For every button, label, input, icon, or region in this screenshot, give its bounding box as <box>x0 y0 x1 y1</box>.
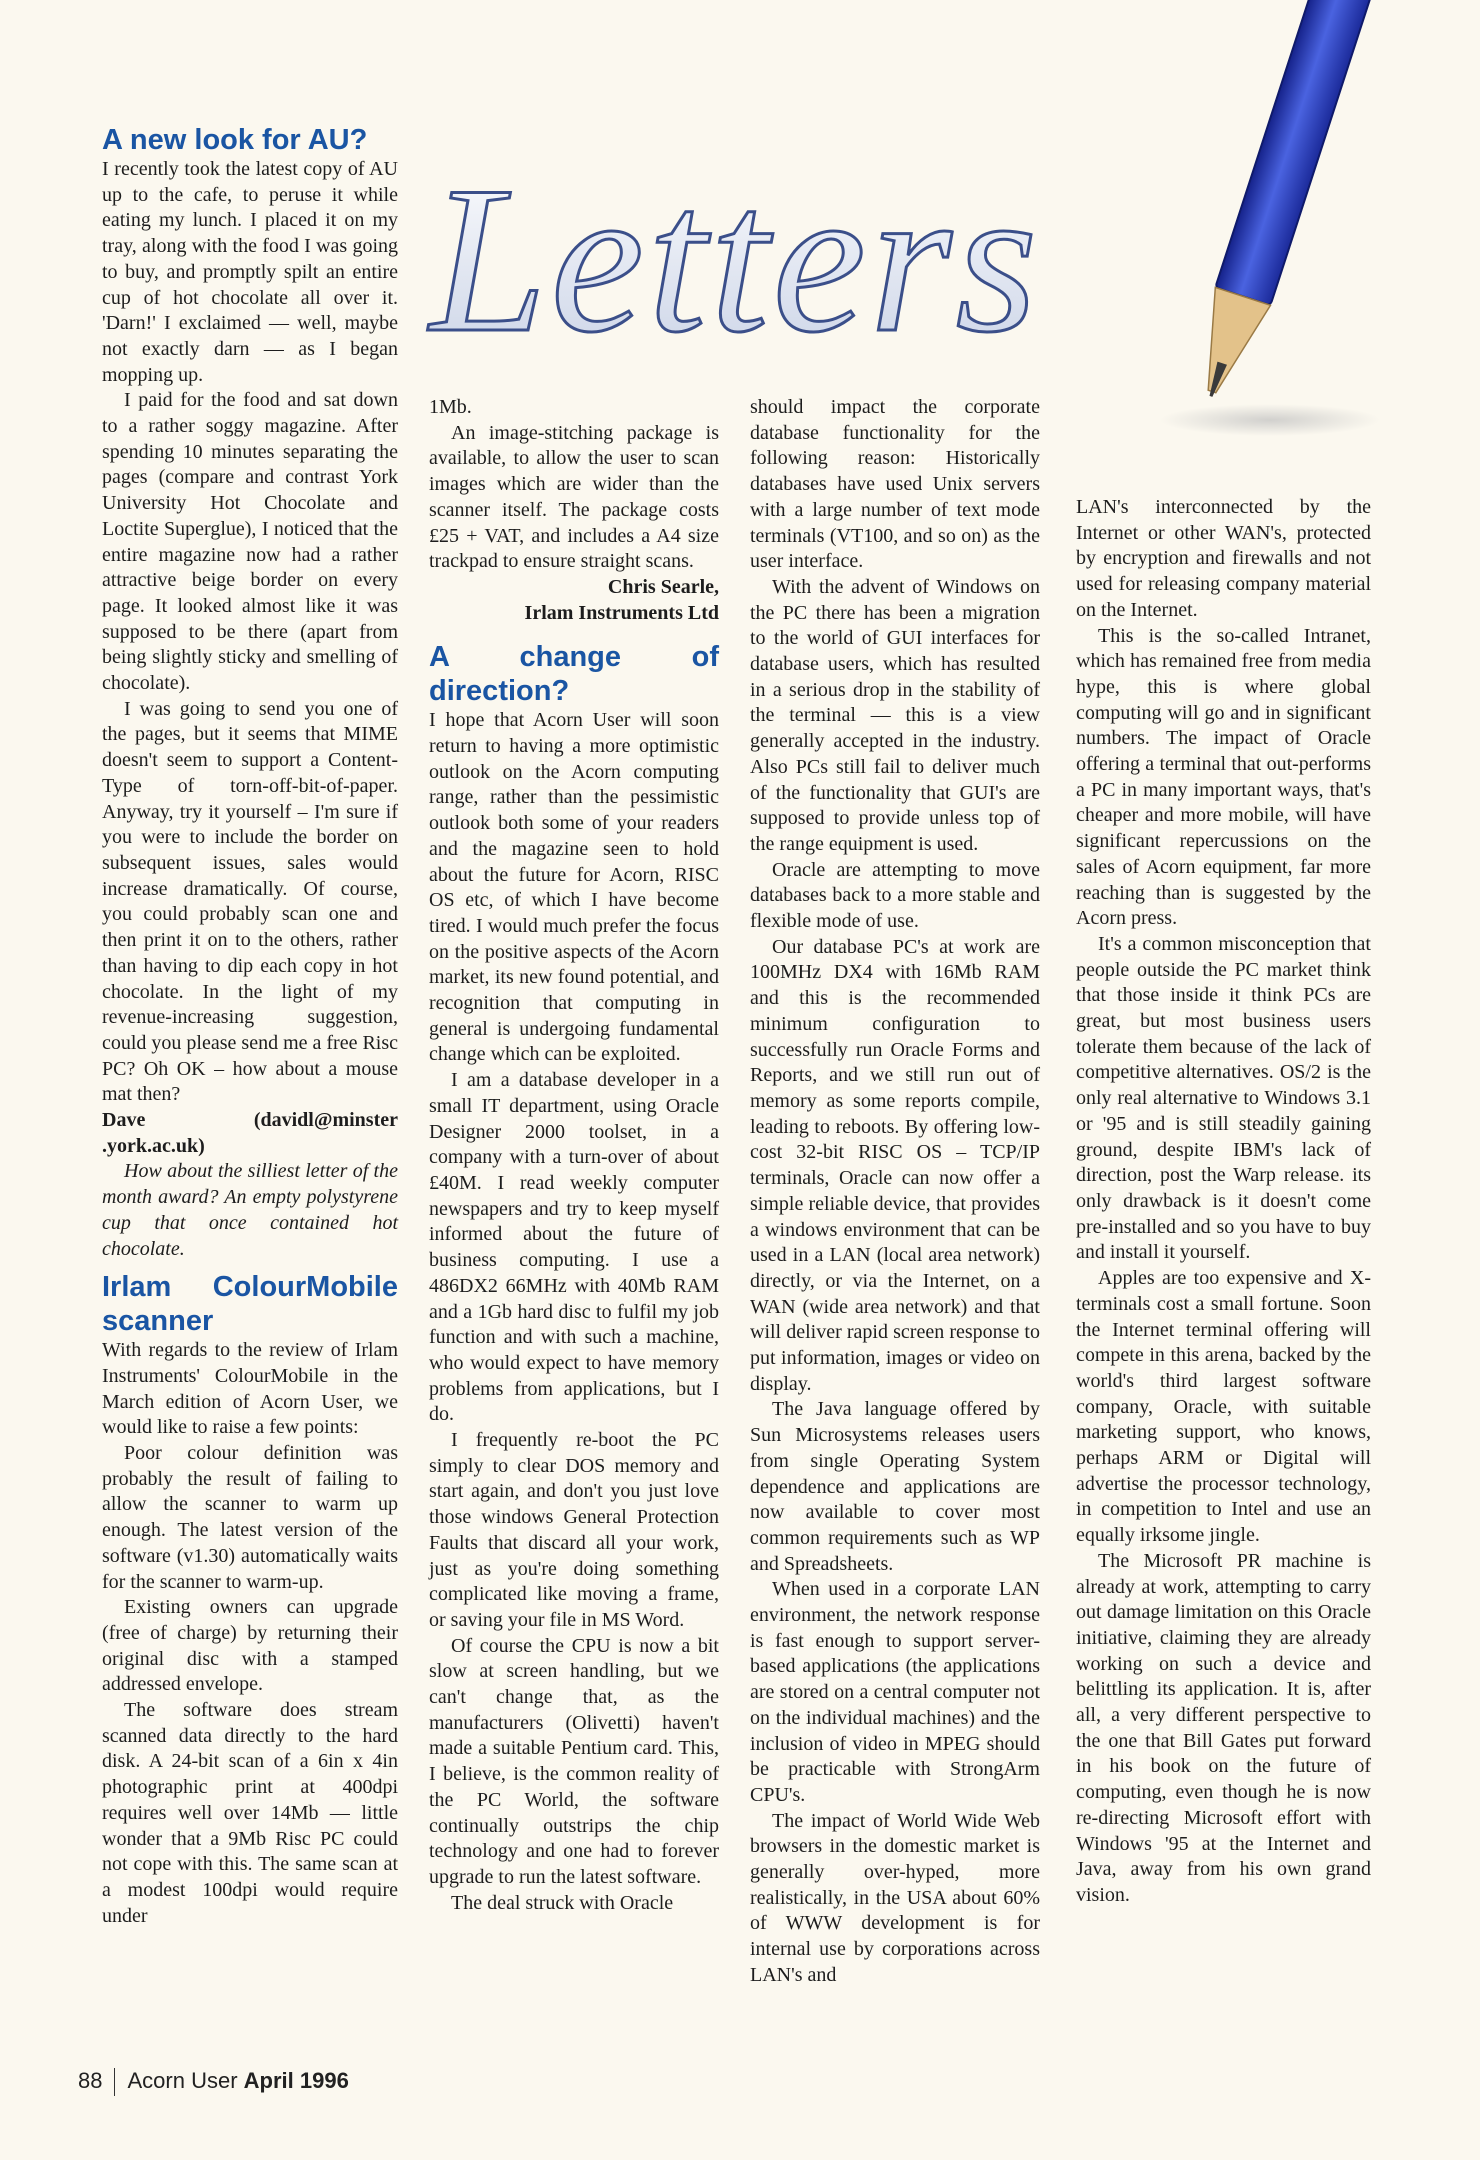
heading-new-look: A new look for AU? <box>102 124 368 156</box>
paragraph: Of course the CPU is now a bit slow at screen handling, but we can't change that, as the manufacturers (Olivetti) haven't made a suitable Pentium card. This, I believe, is the common reality of the PC World, the software continually outstrips the chip technology and one had to forever upgrade to run the latest software. <box>429 1634 719 1888</box>
page-folio <box>78 2068 349 2096</box>
paragraph: With the advent of Windows on the PC there has been a migration to the world of GUI interfaces for database users, which has resulted in a serious drop in the stability of the terminal — this is a view generally accepted in the industry. Also PCs still fail to deliver much of the functionality that GUI's are supposed to provide unless top of the range equipment is used. <box>750 575 1040 855</box>
paragraph: Poor colour definition was probably the result of failing to allow the scanner to warm up enough. The latest version of the software (v1.30) automatically waits for the scanner to warm-up. <box>102 1442 398 1593</box>
paragraph: The Microsoft PR machine is already at work, attempting to carry out damage limitation on this Oracle initiative, claiming they are already working on such a device and belittling its application. It is, after all, a very different perspective to the one that Bill Gates put forward in his book on the future of computing, even though he is now re-directing Microsoft effort with Windows '95 at the Internet and Java, away from his own grand vision. <box>1076 1549 1371 1906</box>
paragraph: 1Mb. <box>429 396 472 418</box>
letter-signature: Chris Searle, <box>607 575 719 598</box>
paragraph: An image-stitching package is available, to allow the user to scan images which are wider than the scanner itself. The package costs £25 + VAT, and includes a A4 size trackpad to ensure straight scans. <box>429 421 719 573</box>
paragraph: LAN's interconnected by the Internet or other WAN's, protected by encryption and firewalls and not used for releasing company material on the Internet. <box>1076 496 1371 621</box>
letter-signature-company: Irlam Instruments Ltd <box>524 601 719 624</box>
paragraph: Existing owners can upgrade (free of charge) by returning their original disc with a stamped addressed envelope. <box>102 1596 398 1696</box>
paragraph: When used in a corporate LAN environment, the network response is fast enough to support server-based applications (the applications are stored on a central computer not on the individual machines) and the inclusion of video in MPEG should be practicable with StrongArm CPU's. <box>750 1578 1040 1806</box>
paragraph: It's a common misconception that people outside the PC market think that those inside it think PCs are great, but most business users tolerate them because of the lack of competitive alternatives. OS/2 is the only real alternative to Windows 3.1 or '95 and is still steadily gaining ground, despite IBM's lack of direction, post the Warp release. its only drawback is it doesn't come pre-installed and so you have to buy and install it yourself. <box>1076 932 1371 1264</box>
paragraph: The impact of World Wide Web browsers in the domestic market is generally over-hyped, more realistically, in the USA about 60% of WWW development is for internal use by corporations across LAN's and <box>750 1809 1040 1986</box>
paragraph: The Java language offered by Sun Microsystems releases users from single Operating System dependence and applications are now available to cover most common requirements such as WP and Spreadsheets. <box>750 1398 1040 1575</box>
column-3 <box>750 395 1040 1989</box>
column-2 <box>429 395 719 1916</box>
paragraph: Oracle are attempting to move databases back to a more stable and flexible mode of use. <box>750 858 1040 933</box>
paragraph: With regards to the review of Irlam Instruments' ColourMobile in the March edition of Acorn User, we would like to raise a few points: <box>102 1339 398 1439</box>
column-4 <box>1076 495 1371 1909</box>
paragraph: I hope that Acorn User will soon return to having a more optimistic outlook on the Acorn computing range, rather than the pessimistic outlook both some of your readers and the magazine seen to hold about the future for Acorn, RISC OS etc, of which I have become tired. I would much prefer the focus on the positive aspects of the Acorn market, its new found potential, and recognition that computing in general is undergoing fundamental change which can be exploited. <box>429 709 719 1066</box>
column-1 <box>102 123 398 1929</box>
paragraph: Apples are too expensive and X-terminals cost a small fortune. Soon the Internet terminal offering will compete in this arena, backed by the world's third largest software company, Oracle, with suitable marketing support, who knows, perhaps ARM or Digital will advertise the processor technology, in competition to Intel and use an equally irksome jingle. <box>1076 1267 1371 1547</box>
editor-reply: How about the silliest letter of the month award? An empty polystyrene cup that once contained hot chocolate. <box>102 1160 398 1260</box>
heading-change-of-direction: A change of direction? <box>429 641 719 708</box>
paragraph: I am a database developer in a small IT department, using Oracle Designer 2000 toolset, in a company with a turn-over of about £40M. I read weekly computer newspapers and try to keep myself informed about the future of business computing. I use a 486DX2 66MHz with 40Mb RAM and a 1Gb hard disc to fulfil my job function and with such a machine, who would expect to have memory problems from applications, but I do. <box>429 1069 719 1426</box>
magazine-name: Acorn User <box>127 2068 238 2093</box>
letters-masthead <box>420 140 1080 370</box>
paragraph: I paid for the food and sat down to a rather soggy magazine. After spending 10 minutes separating the pages (compare and contrast York University Hot Chocolate and Loctite Superglue), I noticed that the entire magazine now had a rather attractive beige border on every page. It looked almost like it was supposed to be there (apart from being slightly sticky and smelling of chocolate). <box>102 389 398 695</box>
paragraph: should impact the corporate database functionality for the following reason: Historically databases have used Unix servers with a large number of text mode terminals (VT100, and so on) as the user interface. <box>750 396 1040 573</box>
folio-divider <box>114 2068 115 2096</box>
paragraph: I was going to send you one of the pages, but it seems that MIME doesn't seem to support a Content-Type of torn-off-bit-of-paper. Anyway, try it yourself – I'm sure if you were to include the border on subsequent issues, sales would increase dramatically. Of course, you could probably scan one and then print it on to the others, rather than having to dip each copy in hot chocolate. In the light of my revenue-increasing suggestion, could you please send me a free Risc PC? Oh OK – how about a mouse mat then? <box>102 697 399 1106</box>
letter-signature: Dave (davidl@minster .york.ac.uk) <box>102 1109 398 1157</box>
paragraph: The software does stream scanned data directly to the hard disk. A 24-bit scan of a 6in x 4in photographic print at 400dpi requires well over 14Mb — little wonder that a 9Mb Risc PC could not cope with this. The same scan at a modest 100dpi would require under <box>102 1699 398 1927</box>
paragraph: This is the so-called Intranet, which has remained free from media hype, this is where global computing will go and in significant numbers. The impact of Oracle offering a terminal that out-performs a PC in many important ways, that's cheaper and more mobile, will have significant repercussions on the sales of Acorn equipment, far more reaching than is suggested by the Acorn press. <box>1076 624 1371 930</box>
paragraph: I frequently re-boot the PC simply to clear DOS memory and start again, and don't you just love those windows General Protection Faults that discard all your work, just as you're doing something complicated like moving a frame, or saving your file in MS Word. <box>429 1429 719 1631</box>
masthead-title: Letters <box>430 144 1042 370</box>
paragraph: The deal struck with Oracle <box>451 1891 674 1914</box>
issue-date: April 1996 <box>243 2068 349 2093</box>
paragraph: Our database PC's at work are 100MHz DX4 with 16Mb RAM and this is the recommended minimum configuration to successfully run Oracle Forms and Reports, and we still run out of memory as some reports compile, leading to reboots. By offering low-cost 32-bit RISC OS – TCP/IP terminals, Oracle can now offer a simple reliable device, that provides a windows environment that can be used in a LAN (local area network) directly, or via the Internet, on a WAN (wide area network) and that will deliver rapid screen response to put information, images or video on display. <box>750 935 1040 1395</box>
heading-irlam-scanner: Irlam ColourMobile scanner <box>102 1271 398 1338</box>
pencil-illustration <box>1120 0 1380 470</box>
page-number: 88 <box>78 2068 103 2093</box>
paragraph: I recently took the latest copy of AU up to the cafe, to peruse it while eating my lunch. I placed it on my tray, along with the food I was going to buy, and promptly spilt an entire cup of hot chocolate all over it. 'Darn!' I exclaimed — well, maybe not exactly darn — as I began mopping up. <box>102 158 398 386</box>
